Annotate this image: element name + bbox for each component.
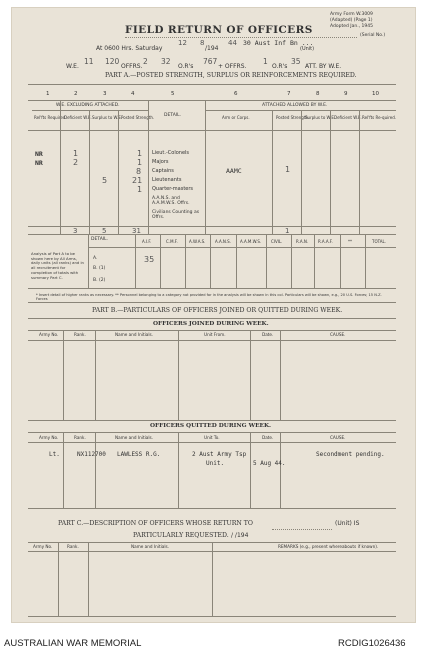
analysis-col-rule (314, 234, 315, 288)
analysis-col: R.A.N. (296, 239, 309, 244)
we-value-1: 11 (84, 57, 94, 66)
joined-col: Unit From. (204, 332, 226, 337)
arm-corps-value: AAMC (226, 167, 242, 175)
we-value-3: 2 (143, 57, 148, 66)
quitted-title-rule (28, 432, 396, 433)
col-num: 9 (344, 91, 348, 97)
we-label: W.E. (66, 63, 79, 70)
analysis-col-rule (291, 234, 292, 288)
hdr-surplus: Surplus to W.E. (92, 115, 123, 120)
analysis-col-rule (88, 234, 89, 288)
posted-value: 1 (137, 158, 143, 167)
part-c-title-1: PART C.—DESCRIPTION OF OFFICERS WHOSE RETURN TO (58, 520, 253, 527)
joined-col: Army No. (39, 332, 59, 337)
joined-bottom-rule (28, 420, 396, 421)
ors-value: 767 (203, 57, 218, 66)
joined-col-rule (63, 330, 64, 420)
rank-label: Quarter-masters (152, 186, 194, 192)
analysis-col-rule (210, 234, 211, 288)
rank-label: Civilians Counting as Offrs. (152, 210, 200, 221)
hdr-detail: DETAIL. (164, 113, 182, 118)
rank-label: Lieut.-Colonels (152, 150, 190, 156)
joined-col: Rank. (74, 332, 86, 337)
part-b-title: PART B.—PARTICULARS OF OFFICERS JOINED OR QUITTED DURING WEEK. (92, 307, 343, 314)
hdr-att-surplus: Surplus to W.E. (305, 115, 336, 120)
ors-label-2: O.R's (272, 63, 288, 70)
col-num: 8 (316, 91, 320, 97)
part-c-col-rule (88, 542, 89, 616)
quitted-col-rule (95, 432, 96, 508)
part-c-col: Army No. (33, 544, 53, 549)
analysis-col-rule (135, 234, 136, 288)
col-num: 3 (103, 91, 107, 97)
quitted-army-no: NX112700 (77, 451, 106, 458)
rank-label: Majors (152, 159, 169, 165)
hdr-arm-corps: Arm or Corps. (222, 115, 250, 120)
we-subheader-rule (32, 110, 148, 111)
quitted-header-rule (28, 442, 396, 443)
analysis-col: TOTAL. (372, 239, 386, 244)
col-num-rule (28, 100, 396, 101)
joined-col-rule (178, 330, 179, 420)
quitted-col: Date. (262, 435, 274, 440)
col-rule (148, 100, 149, 234)
quitted-cause: Secondment pending. (316, 451, 385, 458)
analysis-col: ** (348, 239, 352, 244)
part-b-title-rule (28, 318, 396, 319)
posted-value: 1 (137, 185, 143, 194)
year-prefix: /194 (205, 45, 219, 52)
joined-header-rule (28, 340, 396, 341)
part-c-date: / /194 (231, 532, 249, 539)
att-posted-value: 1 (285, 165, 291, 174)
form-ref-line: Adopted Jan., 1945 (330, 24, 373, 29)
relfts-value: NR (35, 150, 43, 158)
analysis-bottom-rule (28, 288, 396, 289)
part-b-bottom-rule (28, 508, 396, 509)
part-c-col: Name and Initials. (131, 544, 169, 549)
col-rule (272, 110, 273, 234)
col-rule (301, 110, 302, 234)
archive-footer (0, 632, 429, 654)
posted-value: 21 (132, 176, 143, 185)
attached-allowed-label: ATTACHED ALLOWED BY W.E. (262, 103, 328, 108)
part-a-top-rule (28, 84, 396, 85)
analysis-row-label: A. (93, 256, 98, 261)
analysis-row-label: B. (1) (93, 266, 106, 271)
quitted-col-rule (178, 432, 179, 508)
joined-col: Name and Initials. (115, 332, 153, 337)
rank-label: Lieutenants (152, 177, 182, 183)
rank-label: A.A.N.S. and A.A.M.W.S. Offrs. (152, 196, 190, 207)
date-month: 8 (200, 39, 205, 47)
col-num: 2 (74, 91, 78, 97)
plus-ors-value: 35 (291, 57, 301, 66)
part-c-col-rule (212, 542, 213, 616)
quitted-unit-to: 2 Aust Army Tsp (192, 451, 247, 458)
analysis-col-rule (266, 234, 267, 288)
date-year: 44 (228, 39, 237, 47)
deficient-value: 2 (73, 158, 79, 167)
hdr-att-posted: Posted Strength. (276, 115, 310, 120)
part-b-top-rule (28, 302, 396, 303)
col-num: 7 (287, 91, 291, 97)
quitted-title: OFFICERS QUITTED DURING WEEK. (150, 423, 272, 429)
part-c-unit-label: (Unit) IS (335, 520, 360, 527)
we-value-2: 120 (105, 57, 120, 66)
posted-value: 1 (137, 149, 143, 158)
joined-col-rule (250, 330, 251, 420)
col-rule (205, 100, 206, 234)
quitted-col-rule (250, 432, 251, 508)
col-rule (330, 110, 331, 234)
quitted-col: Name and Initials. (115, 435, 153, 440)
quitted-col: Unit To. (204, 435, 220, 440)
analysis-col-rule (236, 234, 237, 288)
col-rule (60, 100, 61, 234)
quitted-unit-to: Unit. (206, 460, 225, 467)
quitted-rank: Lt. (49, 451, 60, 458)
offrs-label: OFFRS. (121, 63, 143, 70)
analysis-col: A.A.N.S. (215, 239, 231, 244)
quitted-col: Army No. (39, 435, 59, 440)
quitted-col-rule (280, 432, 281, 508)
part-c-col-rule (58, 542, 59, 616)
quitted-date: 5 Aug 44. (253, 460, 286, 467)
total-posted: 31 (132, 227, 141, 235)
analysis-note: Analysis of Part A to be shown here by All Arms, daily units (all ranks) and in all recruitment for completion of totals with summary Part C. (31, 251, 84, 280)
part-c-col: REMARKS (e.g., present whereabouts if known). (278, 544, 379, 549)
date-day: 12 (178, 39, 187, 47)
hdr-att-relfts: Rel'fts Re-quired. (362, 115, 397, 120)
joined-col-rule (95, 330, 96, 420)
hdr-relfts: Rel'fts Required. (34, 115, 67, 120)
hdr-att-deficient: Deficient W.E. (334, 115, 362, 120)
we-excluding-label: W.E. EXCLUDING ATTACHED. (56, 103, 120, 108)
joined-col: CAUSE. (330, 332, 346, 337)
col-rule (118, 110, 119, 234)
part-a-title: PART A.—POSTED STRENGTH, SURPLUS OR REINFORCEMENTS REQUIRED. (105, 72, 357, 79)
joined-col-rule (280, 330, 281, 420)
surplus-value: 5 (102, 176, 108, 185)
total-deficient: 3 (73, 227, 78, 235)
analysis-row-label: B. (2) (93, 278, 106, 283)
quitted-col: CAUSE. (330, 435, 346, 440)
at-line-label: At 0600 Hrs. Saturday (96, 45, 163, 52)
plus-offrs-label: + OFFRS. (218, 63, 247, 70)
col-rule (359, 110, 360, 234)
col-num: 6 (234, 91, 238, 97)
hdr-deficient: Deficient W.E. (64, 115, 92, 120)
header-bottom-rule (28, 130, 396, 131)
col-num: 5 (171, 91, 175, 97)
archive-name: AUSTRALIAN WAR MEMORIAL (4, 638, 142, 649)
total-surplus: 5 (102, 227, 107, 235)
joined-title: OFFICERS JOINED DURING WEEK. (153, 321, 269, 327)
form-ref-line: Army Form W.3009 (330, 12, 373, 17)
analysis-col-rule (185, 234, 186, 288)
deficient-value: 1 (73, 149, 79, 158)
archive-ref: RCDIG1026436 (338, 638, 406, 649)
total-att-posted: 1 (285, 227, 290, 235)
analysis-col: A.I.F. (142, 239, 152, 244)
posted-value: 8 (136, 167, 142, 176)
analysis-col-rule (160, 234, 161, 288)
quitted-col: Rank. (74, 435, 86, 440)
totals-rule (28, 226, 396, 227)
col-num: 10 (372, 91, 379, 97)
joined-col: Date. (262, 332, 274, 337)
ors-label: O.R's (178, 63, 194, 70)
unit-label: (Unit) (300, 46, 315, 52)
part-c-bottom-rule (28, 616, 396, 617)
part-c-title-2: PARTICULARLY REQUESTED. (133, 532, 229, 539)
aif-value: 35 (144, 255, 155, 264)
analysis-col-rule (365, 234, 366, 288)
form-ref-line: (Adapted) (Page 1) (330, 18, 373, 23)
quitted-col-rule (63, 432, 64, 508)
col-num: 1 (46, 91, 50, 97)
hdr-posted: Posted Strength. (121, 115, 155, 120)
analysis-col: A.W.A.S. (189, 239, 206, 244)
analysis-col: R.A.A.F. (318, 239, 333, 244)
analysis-footnote: * Insert detail of higher ranks as necessary. ** Personnel belonging to a category not provided for in the analysis will be shown in this col. Particulars will be shown, e.g., 20 U.S. Forces; 15 N.Z. Forces (36, 293, 382, 302)
part-c-unit-line (272, 529, 332, 530)
serial-no-label: (Serial No.) (360, 33, 386, 38)
col-rule (89, 110, 90, 234)
analysis-col: CIVIL. (271, 239, 283, 244)
analysis-col: C.M.F. (166, 239, 178, 244)
we-value-4: 32 (161, 57, 171, 66)
title-underline (125, 37, 357, 38)
form-title: FIELD RETURN OF OFFICERS (125, 24, 313, 36)
part-c-col: Rank. (67, 544, 79, 549)
plus-offrs-value: 1 (263, 57, 268, 66)
relfts-value: NR (35, 159, 43, 167)
rank-label: Captains (152, 168, 174, 174)
joined-title-rule (28, 330, 396, 331)
quitted-name: LAWLESS R.G. (117, 451, 161, 458)
unit-name: 30 Aust Inf Bn ... (243, 39, 314, 47)
col-num: 4 (131, 91, 135, 97)
att-label: ATT. BY W.E. (305, 63, 342, 70)
analysis-col: A.A.M.W.S. (240, 239, 262, 244)
analysis-col-rule (340, 234, 341, 288)
analysis-detail-label: DETAIL. (91, 237, 109, 242)
